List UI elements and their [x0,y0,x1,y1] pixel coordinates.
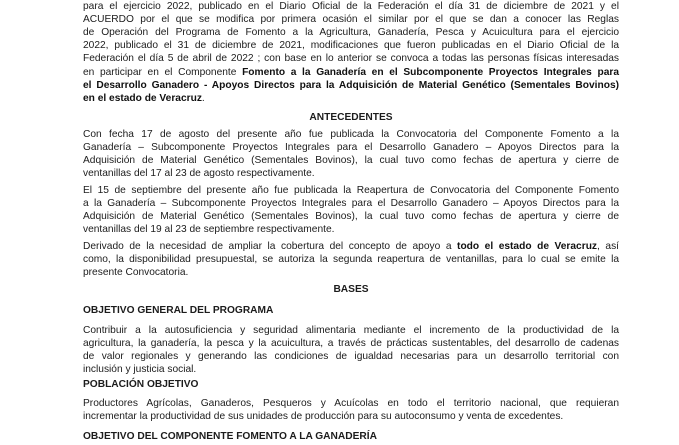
text-line [83,350,619,363]
text-run: en participar en el Componente [83,66,243,78]
text-run: incrementar la productividad de sus unidades de producción para su autoconsumo y venta de excedentes. [83,411,564,423]
objetivo-general-heading: OBJETIVO GENERAL DEL PROGRAMA [83,305,274,316]
antecedentes-heading: ANTECEDENTES [309,112,393,123]
text-run: 2022, publicado el 31 de diciembre de 2021, modificaciones que fueron publicadas en el Diario Oficial de la [83,40,619,52]
text-line [83,324,619,337]
text-line [83,141,619,154]
text-line [83,26,619,39]
text-run: El 15 de septiembre del presente año fue publicada la Reapertura de Convocatoria del Componente Fomento [83,185,619,196]
text-line [83,197,619,210]
bases-heading: BASES [333,284,369,295]
text-line [83,397,619,410]
text-line [83,154,619,167]
text-line [83,337,619,350]
text-run: para el ejercicio 2022, publicado en el Diario Oficial de la Federación el día 31 de diciembre de 2021 y el [83,1,619,12]
text-run: Con fecha 17 de agosto del presente año fue publicada la Convocatoria del Componente Fomento a la [83,129,619,140]
text-line [83,13,619,26]
bold-text: el Desarrollo Ganadero - Apoyos Directos para la Adquisición de Material Genético (Sementales Bovinos) [83,79,619,91]
text-run: ventanillas del 19 al 23 de septiembre respectivamente. [83,224,335,236]
text-line [83,52,619,65]
text-line [83,39,619,52]
text-run: agricultura, la ganadería, la pesca y la acuicultura, a través de prácticas sustentables, del desarrollo de cadenas [83,338,619,350]
text-line [83,79,619,92]
text-line [83,363,619,376]
text-line [83,253,619,266]
text-line [83,184,619,197]
bold-text: en el estado de Veracruz [83,92,202,104]
text-line [83,167,619,180]
text-run: Federación el día 5 de abril de 2022 ; con base en lo anterior se convoca a todas las personas físicas interesadas [83,53,619,65]
text-run: ventanillas del 17 al 23 de agosto respectivamente. [83,168,315,180]
text-line [83,266,619,279]
text-run: como, la disponibilidad presupuestal, se autoriza la segunda reapertura de ventanillas, para lo cual se emite la [83,254,619,266]
text-run: Productores Agrícolas, Ganaderos, Pesqueros y Acuícolas en todo el territorio nacional, que requieran [83,398,619,409]
bold-text: todo el estado de Veracruz [457,241,598,252]
poblacion-objetivo-heading: POBLACIÓN OBJETIVO [83,379,199,390]
text-line [83,128,619,141]
text-run: de valor regionales y generando las condiciones de igualdad necesarias para un desarrollo territorial con [83,351,619,363]
text-line [83,66,619,79]
text-line [83,0,619,13]
text-line [83,92,619,105]
text-run: Derivado de la necesidad de ampliar la cobertura del concepto de apoyo a [83,241,458,252]
text-run: Adquisición de Material Genético (Sementales Bovinos), la cual tuvo como fechas de apertura y cierre de [83,211,619,223]
text-line [83,210,619,223]
text-line [83,410,619,423]
text-run: ACUERDO por el que se modifica por primera ocasión el similar por el que se dan a conocer las Reglas [83,14,619,26]
text-run: Ganadería – Subcomponente Proyectos Integrales para el Desarrollo Ganadero – Apoyos Directos para la [83,142,619,154]
text-run: Contribuir a la autosuficiencia y seguridad alimentaria mediante el incremento de la productividad de la [83,325,619,336]
text-line [83,240,619,253]
text-run: presente Convocatoria. [83,267,189,279]
text-line [83,223,619,236]
text-run: a la Ganadería – Subcomponente Proyectos Integrales para el Desarrollo Ganadero – Apoyos Directos para la [83,198,619,210]
text-run: inclusión y justicia social. [83,364,197,376]
text-run: , así [597,241,619,252]
text-run: Adquisición de Material Genético (Sementales Bovinos), la cual tuvo como fechas de apertura y cierre de [83,155,619,167]
text-run: de Operación del Programa de Fomento a la Agricultura, Ganadería, Pesca y Acuicultura para el ejercicio [83,27,619,39]
bold-text: Fomento a la Ganadería en el Subcomponente Proyectos Integrales para [242,66,619,78]
text-run: . [201,92,205,104]
objetivo-componente-heading: OBJETIVO DEL COMPONENTE FOMENTO A LA GANADERÍA [83,431,377,442]
